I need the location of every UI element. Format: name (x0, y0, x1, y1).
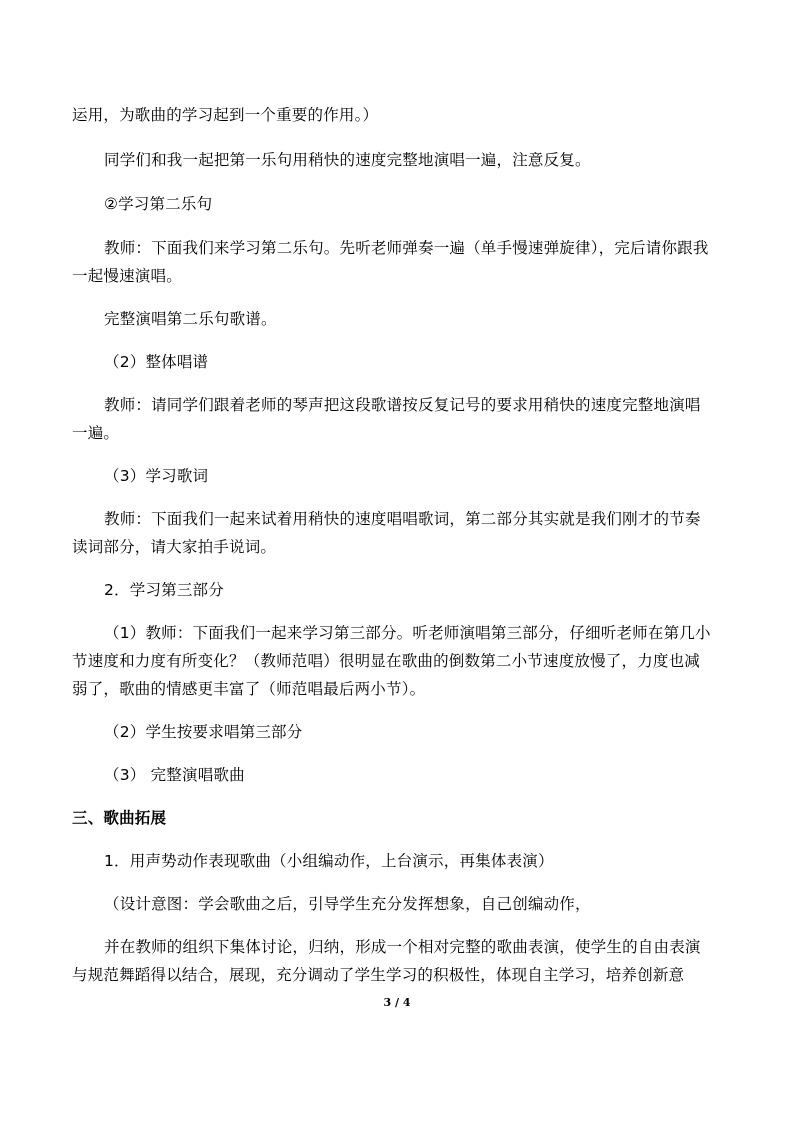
text-line: （设计意图：学会歌曲之后，引导学生充分发挥想象，自己创编动作， (104, 895, 591, 913)
text-line: （1）教师：下面我们一起来学习第三部分。听老师演唱第三部分，仔细听老师在第几小 (104, 624, 711, 642)
text-line: 运用，为歌曲的学习起到一个重要的作用。） (72, 106, 379, 124)
page-number: 3 / 4 (383, 996, 411, 1009)
text-line: （2）整体唱谱 (104, 353, 209, 371)
text-line: 弱了，歌曲的情感更丰富了（师范唱最后两小节）。 (72, 680, 426, 698)
text-line: 节速度和力度有所变化？（教师范唱）很明显在歌曲的倒数第二小节速度放慢了，力度也减 (72, 652, 701, 670)
text-line: 一起慢速演唱。 (72, 267, 182, 285)
text-line: 教师：下面我们一起来试着用稍快的速度唱唱歌词，第二部分其实就是我们刚才的节奏 (104, 510, 701, 528)
text-line: 1．用声势动作表现歌曲（小组编动作，上台演示，再集体表演） (104, 852, 554, 870)
text-line: （3）学习歌词 (104, 467, 209, 485)
text-line: 并在教师的组织下集体讨论，归纳，形成一个相对完整的歌曲表演，使学生的自由表演 (104, 938, 701, 956)
text-line: 完整演唱第二乐句歌谱。 (104, 310, 277, 328)
text-line: ②学习第二乐句 (104, 195, 213, 213)
text-line: 教师：下面我们来学习第二乐句。先听老师弹奏一遍（单手慢速弹旋律），完后请你跟我 (104, 239, 709, 257)
text-line: 同学们和我一起把第一乐句用稍快的速度完整地演唱一遍，注意反复。 (104, 151, 591, 169)
text-line: 2．学习第三部分 (104, 581, 224, 599)
text-line: （2）学生按要求唱第三部分 (104, 723, 303, 741)
text-line: 与规范舞蹈得以结合，展现，充分调动了学生学习的积极性，体现自主学习，培养创新意 (72, 966, 685, 984)
text-line: （3） 完整演唱歌曲 (104, 766, 245, 784)
text-line: 教师：请同学们跟着老师的琴声把这段歌谱按反复记号的要求用稍快的速度完整地演唱 (104, 396, 701, 414)
text-line: 一遍。 (72, 424, 120, 442)
text-line: 读词部分，请大家拍手说词。 (72, 538, 277, 556)
section-heading: 三、歌曲拓展 (72, 809, 167, 827)
